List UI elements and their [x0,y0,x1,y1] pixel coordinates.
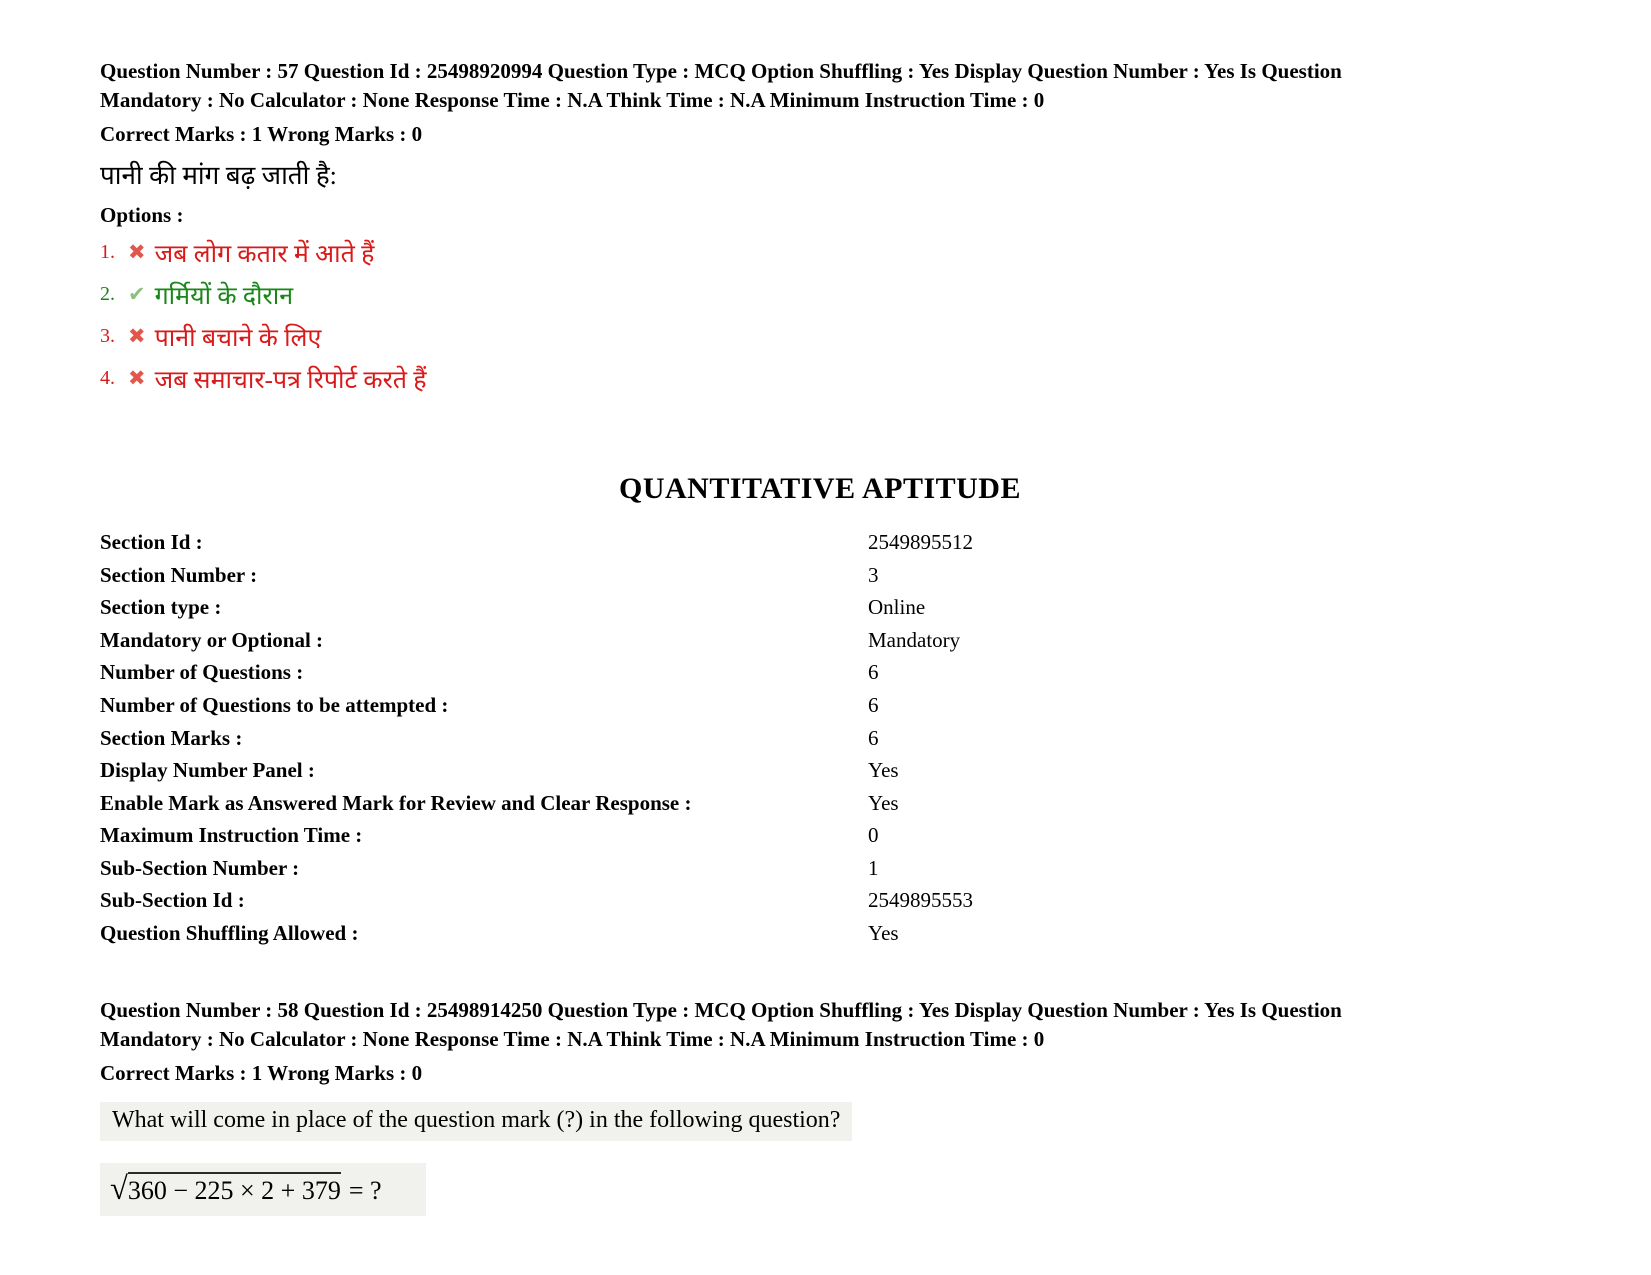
table-row [100,591,1591,624]
table-row [100,852,1591,885]
table-row [100,917,1591,950]
row-value: Yes [868,921,899,946]
question-57-text: पानी की मांग बढ़ जाती है: [100,160,337,190]
option-4 [100,362,1591,396]
option-3 [100,320,1591,354]
row-label: Display Number Panel : [100,758,315,783]
row-label: Mandatory or Optional : [100,627,324,652]
row-value: Mandatory [868,627,961,652]
table-row [100,787,1591,820]
wrong-cross-icon: ✖ [128,240,146,265]
row-label: Section Id : [100,529,203,554]
table-row [100,754,1591,787]
table-row [100,656,1591,689]
table-row [100,689,1591,722]
row-label: Section type : [100,595,222,620]
row-value: 2549895553 [868,888,973,913]
question-58-text: What will come in place of the question mark (?) in the following question? [100,1102,852,1141]
row-value: 1 [868,855,879,880]
option-2-number: 2. [100,283,115,306]
options-label: Options : [100,202,184,227]
row-label: Question Shuffling Allowed : [100,921,359,946]
question-58-metadata: Question Number : 58 Question Id : 25498914250 Question Type : MCQ Option Shuffling : Yes Display Question Number : Yes Is Question Mandatory : No Calculator : None Response Time : N.A Think Time : N.A Minimum Instruction Time : 0 [100,997,1342,1051]
math-equals-suffix: = ? [348,1175,382,1205]
square-root-symbol: √ [110,1170,128,1207]
option-4-number: 4. [100,367,115,390]
option-1-text: जब लोग कतार में आते हैं [154,240,375,268]
section-properties-table [100,526,1591,950]
table-row [100,819,1591,852]
math-radicand: 360 − 225 × 2 + 379 [128,1172,341,1205]
section-title: QUANTITATIVE APTITUDE [619,471,1021,505]
correct-check-icon: ✔ [128,282,146,307]
table-row [100,624,1591,657]
option-1-number: 1. [100,241,115,264]
row-value: Yes [868,790,899,815]
row-value: 2549895512 [868,529,973,554]
option-3-text: पानी बचाने के लिए [154,324,322,352]
wrong-cross-icon: ✖ [128,324,146,349]
wrong-cross-icon: ✖ [128,366,146,391]
option-2 [100,278,1591,312]
row-value: Yes [868,758,899,783]
row-value: Online [868,595,926,620]
row-label: Section Number : [100,562,258,587]
question-58-marks: Correct Marks : 1 Wrong Marks : 0 [100,1060,423,1085]
table-row [100,526,1591,559]
row-label: Number of Questions to be attempted : [100,692,449,717]
row-value: 6 [868,725,879,750]
row-label: Maximum Instruction Time : [100,823,363,848]
table-row [100,559,1591,592]
row-value: 6 [868,692,879,717]
row-value: 6 [868,660,879,685]
row-label: Sub-Section Number : [100,855,300,880]
question-58-math-expression [100,1163,426,1216]
row-label: Sub-Section Id : [100,888,245,913]
table-row [100,722,1591,755]
section-info-block [100,472,1591,950]
table-row [100,884,1591,917]
row-label: Number of Questions : [100,660,304,685]
question-57-block [100,57,1591,396]
row-label: Enable Mark as Answered Mark for Review and Clear Response : [100,790,692,815]
question-57-marks: Correct Marks : 1 Wrong Marks : 0 [100,121,423,146]
option-1 [100,236,1591,270]
question-58-block [100,996,1591,1216]
row-label: Section Marks : [100,725,243,750]
option-2-text: गर्मियों के दौरान [154,282,294,310]
row-value: 0 [868,823,879,848]
question-57-metadata: Question Number : 57 Question Id : 25498920994 Question Type : MCQ Option Shuffling : Yes Display Question Number : Yes Is Question Mandatory : No Calculator : None Response Time : N.A Think Time : N.A Minimum Instruction Time : 0 [100,59,1342,112]
options-list [100,236,1591,396]
option-3-number: 3. [100,325,115,348]
option-4-text: जब समाचार-पत्र रिपोर्ट करते हैं [154,366,427,394]
row-value: 3 [868,562,879,587]
